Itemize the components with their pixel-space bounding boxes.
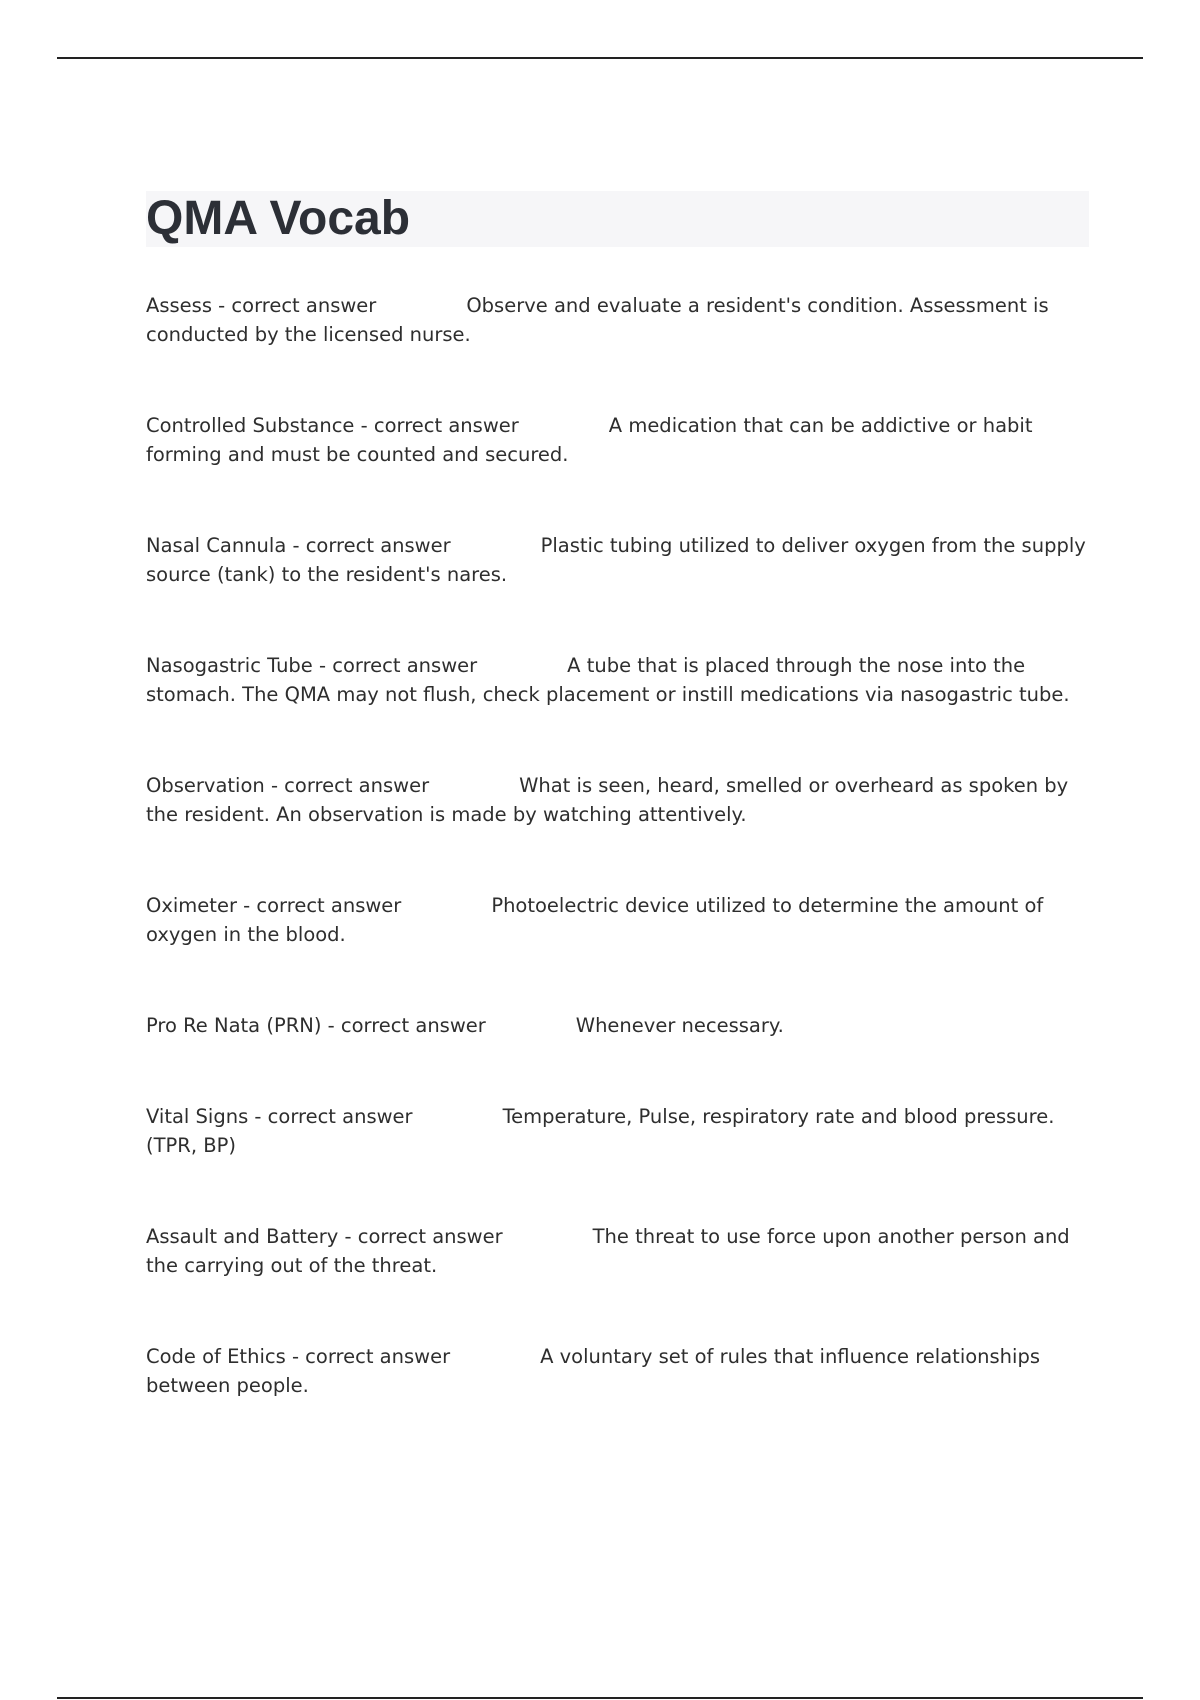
vocab-term: Nasal Cannula	[146, 534, 287, 557]
vocab-term: Code of Ethics	[146, 1345, 286, 1368]
page-title: QMA Vocab	[146, 192, 411, 245]
vocab-entry	[146, 531, 1091, 589]
vocab-definition: A voluntary set of rules that influence relationships between people.	[146, 1345, 1041, 1397]
vocab-definition: Observe and evaluate a resident's condition. Assessment is conducted by the licensed nurse.	[146, 294, 1049, 346]
answer-separator: - correct answer	[211, 294, 377, 317]
vocab-definition: Temperature, Pulse, respiratory rate and blood pressure. (TPR, BP)	[146, 1105, 1055, 1157]
vocab-definition: Whenever necessary.	[575, 1014, 784, 1037]
answer-separator: - correct answer	[286, 534, 451, 557]
vocab-term: Nasogastric Tube	[146, 654, 313, 677]
vocab-term: Assess	[146, 294, 212, 317]
vocab-definition: The threat to use force upon another person and the carrying out of the threat.	[146, 1225, 1070, 1277]
vocab-entry	[146, 1102, 1091, 1160]
vocab-definition: Photoelectric device utilized to determine the amount of oxygen in the blood.	[146, 894, 1044, 946]
vocab-term: Pro Re Nata (PRN)	[146, 1014, 322, 1037]
vocab-entry	[146, 651, 1091, 709]
vocab-term: Observation	[146, 774, 265, 797]
vocab-definition: A medication that can be addictive or habit forming and must be counted and secured.	[146, 414, 1033, 466]
vocab-entry	[146, 411, 1091, 469]
vocab-entry	[146, 291, 1091, 349]
answer-separator: - correct answer	[236, 894, 402, 917]
vocab-term: Controlled Substance	[146, 414, 355, 437]
answer-separator: - correct answer	[312, 654, 478, 677]
vocab-entry	[146, 1011, 1091, 1040]
vocab-term: Assault and Battery	[146, 1225, 339, 1248]
bottom-rule	[57, 1697, 1143, 1699]
top-rule	[57, 57, 1143, 59]
answer-separator: - correct answer	[264, 774, 430, 797]
vocab-definition: A tube that is placed through the nose into the stomach. The QMA may not flush, check placement or instill medications via nasogastric tube.	[146, 654, 1070, 706]
vocab-entry	[146, 891, 1091, 949]
answer-separator: - correct answer	[285, 1345, 451, 1368]
vocab-term: Vital Signs	[146, 1105, 249, 1128]
answer-separator: - correct answer	[338, 1225, 503, 1248]
vocab-entry	[146, 1222, 1091, 1280]
answer-separator: - correct answer	[354, 414, 519, 437]
vocab-definition: What is seen, heard, smelled or overheard as spoken by the resident. An observation is made by watching attentively.	[146, 774, 1069, 826]
answer-separator: - correct answer	[321, 1014, 486, 1037]
vocab-list	[146, 291, 1091, 1462]
answer-separator: - correct answer	[248, 1105, 413, 1128]
vocab-term: Oximeter	[146, 894, 237, 917]
vocab-entry	[146, 1342, 1091, 1400]
vocab-definition: Plastic tubing utilized to deliver oxygen from the supply source (tank) to the resident's nares.	[146, 534, 1086, 586]
vocab-entry	[146, 771, 1091, 829]
